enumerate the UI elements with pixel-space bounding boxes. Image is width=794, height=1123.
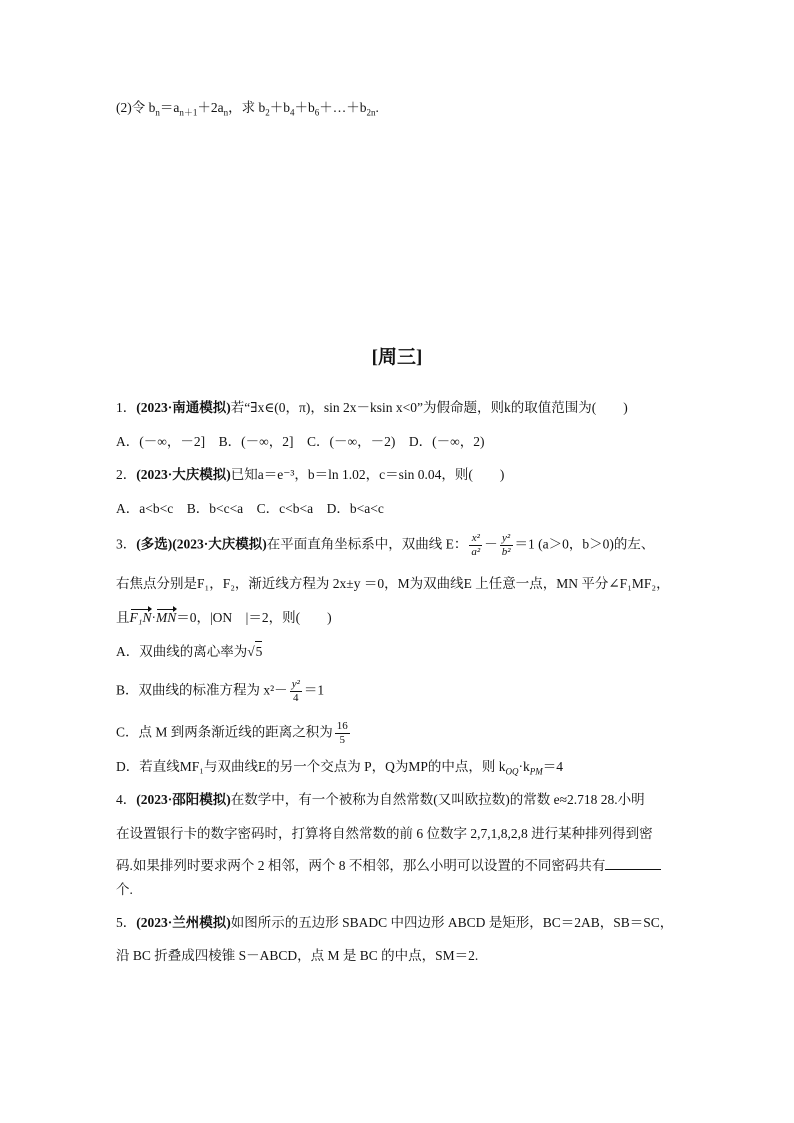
text: ＝0，|ON |＝2，则( ) <box>176 610 332 625</box>
subscript: 6 <box>314 107 320 118</box>
option-text: D．若直线MF₁与双曲线E的另一个交点为 P，Q为MP的中点，则 k <box>116 759 506 774</box>
question-4-line-1 <box>116 790 645 810</box>
question-part-2 <box>116 98 379 118</box>
question-number: 1． <box>116 400 137 415</box>
question-source: (2023·邵阳模拟) <box>136 792 231 807</box>
denominator: a² <box>471 546 481 558</box>
text: ＝1 <box>303 682 325 698</box>
question-number: 4． <box>116 792 137 807</box>
text: ＝4 <box>542 759 563 774</box>
text: ＋2a <box>197 100 224 115</box>
question-source: (2023·南通模拟) <box>136 400 231 415</box>
sqrt-radicand: 5 <box>255 641 263 662</box>
option-text: C．点 M 到两条渐近线的距离之积为 <box>116 724 333 740</box>
question-text: 已知a＝e⁻³，b＝ln 1.02，c＝sin 0.04，则( ) <box>230 467 505 482</box>
question-text: 在平面直角坐标系中，双曲线 E： <box>266 536 468 552</box>
numerator: 16 <box>336 720 348 732</box>
fraction-x2-a2 <box>469 532 482 559</box>
text: － <box>484 536 498 552</box>
question-3-option-a <box>116 641 262 662</box>
subscript: 2 <box>265 107 270 118</box>
subscript: n <box>155 107 160 118</box>
question-5-line-1 <box>116 913 673 933</box>
text: ＋b <box>269 100 291 115</box>
subscript: 2n <box>366 107 376 118</box>
option-text: A．双曲线的离心率为 <box>116 644 248 659</box>
question-3-option-d <box>116 757 563 777</box>
question-1-options: A．(－∞，－2] B．(－∞，2] C．(－∞，－2) D．(－∞，2) <box>116 434 485 449</box>
question-text: 在数学中，有一个被称为自然常数(又叫欧拉数)的常数 e≈2.718 28.小明 <box>230 792 645 807</box>
subscript: 4 <box>290 107 295 118</box>
answer-blank[interactable] <box>605 856 661 870</box>
vector-mn: MN <box>156 608 176 628</box>
denominator: b² <box>501 546 511 558</box>
option-text: B．双曲线的标准方程为 x²－ <box>116 682 288 698</box>
text: . <box>375 100 379 115</box>
text: ＋b <box>294 100 315 115</box>
question-3-line-3 <box>116 608 332 628</box>
numerator: x² <box>469 532 482 546</box>
question-number: 5． <box>116 915 137 930</box>
question-2 <box>116 465 504 485</box>
vector-f1n: F₁N <box>130 608 152 628</box>
numerator: y² <box>291 678 300 690</box>
question-text: 若“∃x∈(0，π)，sin 2x－ksin x<0”为假命题，则k的取值范围为( ) <box>230 400 628 415</box>
subscript: n <box>223 107 229 118</box>
text: 且 <box>116 610 130 625</box>
fraction-y2-b2 <box>500 532 513 559</box>
question-3-option-b <box>116 678 324 705</box>
fraction-y2-4 <box>290 678 302 705</box>
text: (2)令 b <box>116 100 156 115</box>
text: ·k <box>518 759 530 774</box>
question-source: (2023·兰州模拟) <box>136 915 231 930</box>
question-4-line-3 <box>116 856 661 876</box>
question-4-line-4: 个. <box>116 882 133 897</box>
text: · <box>151 610 156 625</box>
question-3-line-1 <box>116 532 654 559</box>
fraction-16-5 <box>335 720 350 747</box>
text: ＋…＋b <box>319 100 367 115</box>
section-title: [周三] <box>371 347 423 368</box>
question-source: (多选)(2023·大庆模拟) <box>136 536 267 552</box>
denominator: 5 <box>339 734 346 746</box>
denominator: 4 <box>293 692 299 704</box>
question-text: ＝1 (a＞0，b＞0)的左、 <box>514 536 655 552</box>
text: ＝a <box>159 100 180 115</box>
question-text: 如图所示的五边形 SBADC 中四边形 ABCD 是矩形，BC＝2AB，SB＝SC， <box>230 915 674 930</box>
text: ，求 b <box>228 100 266 115</box>
question-source: (2023·大庆模拟) <box>136 467 231 482</box>
question-5-line-2: 沿 BC 折叠成四棱锥 S－ABCD，点 M 是 BC 的中点，SM＝2. <box>116 948 479 963</box>
question-text: 码.如果排列时要求两个 2 相邻，两个 8 不相邻，那么小明可以设置的不同密码共有 <box>116 858 606 873</box>
question-number: 3． <box>116 536 137 552</box>
sqrt-symbol: √ <box>247 644 255 659</box>
question-1 <box>116 398 628 418</box>
question-3-line-2: 右焦点分别是F₁，F₂，渐近线方程为 2x±y ＝0，M为双曲线E 上任意一点，MN 平分∠F₁MF₂， <box>116 576 670 591</box>
question-3-option-c <box>116 720 352 747</box>
question-number: 2． <box>116 467 137 482</box>
question-4-line-2: 在设置银行卡的数字密码时，打算将自然常数的前 6 位数字 2,7,1,8,2,8 进行某种排列得到密 <box>116 826 653 841</box>
numerator: y² <box>500 532 513 546</box>
subscript: OQ <box>505 766 519 777</box>
question-2-options: A．a<b<c B．b<c<a C．c<b<a D．b<a<c <box>116 501 384 516</box>
subscript: n＋1 <box>179 107 198 118</box>
subscript: PM <box>529 766 543 777</box>
